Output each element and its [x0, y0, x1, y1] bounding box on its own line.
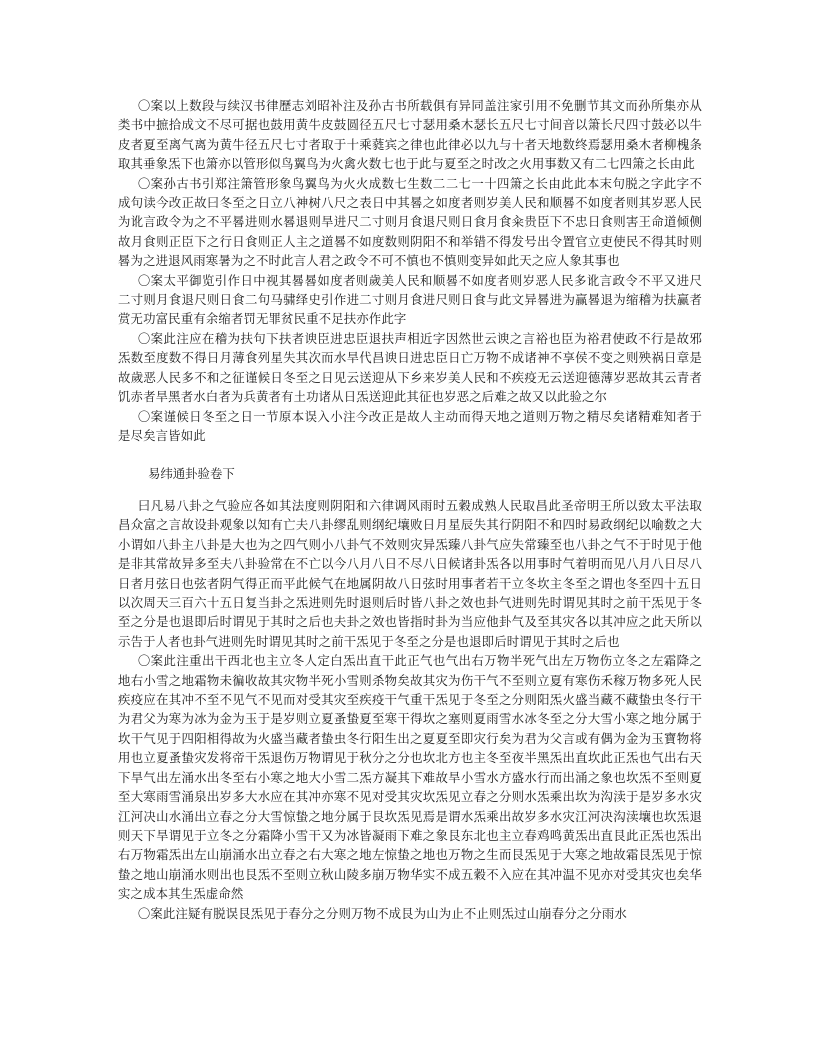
- chapter-heading: 易纬通卦验卷下: [148, 466, 235, 481]
- chapter-body: [118, 496, 702, 923]
- paragraph: 〇案孙古书引郑注箫管形象鸟翼鸟为火火成数七生数二二七一十四箫之长由此此本末句脱之字此字不成句读今改正故曰冬至之日立八神树八尺之表日中其晷之如度者则岁美人民和顺晷不如度者则其岁恶人民为讹言政令为之不平晷进则水晷退则旱进尺二寸则月食退尺则日食月食籴贵臣下不忠日食则害王命道倾侧故月食则正臣下之行日食则正人主之道晷不如度数则阴阳不和举错不得发号出令置官立吏使民不得其时则晷为之进退风雨寒暑为之不时此言人君之政令不可不慎也不慎则变异如此天之应人象其事也: [118, 175, 702, 269]
- paragraph: 〇案谨候日冬至之日一节原本误入小注今改正是故人主动而得天地之道则万物之精尽矣诸精难知者于是尽矣言皆如此: [118, 408, 702, 443]
- paragraph: 〇案此注重出干西北也主立冬人定白炁出直干此正气也气出右万物半死气出左万物伤立冬之左霜降之地右小雪之地霜物未徧收故其灾物半死小雪则杀物矣故其灾为伤干气不至则立夏有寒伤禾稼万物多死人民疾疫应在其冲不至不见气不见而对受其灾至疾疫干气重干炁见于冬至之分则阳炁火盛当藏不藏蛰虫冬行干为君父为寒为冰为金为玉于是岁则立夏蚤蛰夏至寒干得坎之塞则夏雨雪水冰冬至之分大雪小寒之地分属于坎干气见于四阳相得故为火盛当藏者蛰虫冬行阳生出之夏夏至即灾行矣为君为父言或有偶为金为玉寶物将用也立夏蚤蛰灾发将帝干炁退伤万物谓见于秋分之分也坎北方也主冬至夜半黑炁出直坎此正炁也气出右天下旱气出左涌水出冬至右小寒之地大小雪二炁方凝其下难故旱小雪水方盛水行而出涌之象也坎炁不至则夏至大寒雨雪涌泉出岁多大水应在其冲亦寒不见对受其灾坎炁见立春之分则水炁乘出坎为沟渎于是岁多水灾江河决山水涌出立春之分大雪惊蛰之地分属于艮坎炁见焉是谓水炁乘出故岁多水灾江河决沟渎壤也坎炁退则天下旱谓见于立冬之分霜降小雪干又为冰皆凝雨下难之象艮东北也主立春鸡鸣黄炁出直艮此正炁也炁出右万物霜炁出左山崩涌水出立春之右大寒之地左惊蛰之地也万物之生而艮炁见于大寒之地故霜艮炁见于惊蛰之地山崩涌水则出也艮炁不至则立秋山陵多崩万物华实不成五穀不入应在其冲温不见亦对受其灾也矣华实之成本其生炁虚命然: [118, 653, 702, 902]
- paragraph: 〇案以上数段与续汉书律歷志刘昭补注及孙古书所载俱有异同盖注家引用不免删节其文而孙所集亦从类书中摭拾成文不尽可据也鼓用黄牛皮鼓圆径五尺七寸瑟用桑木瑟长五尺七寸间音以箫长尺四寸鼓必以牛皮者夏至离气离为黄牛径五尺七寸者取于十乘蕤宾之律也此律必以九与十者天地数终焉瑟用桑木者柳槐条取其垂象炁下也箫亦以管形似鸟翼鸟为火禽火数七也于此与夏至之时改之火用事数又有二七四箫之长由此: [118, 98, 702, 172]
- paragraph: 〇案太平御览引作日中视其晷晷如度者则歲美人民和顺晷不如度者则岁恶人民多讹言政令不平又进尺二寸则月食退尺则日食二句马骕绎史引作进二寸则月食进尺则日食与此文异晷进为赢晷退为缩稽为扶赢者赏无功富民重有余缩者罚无罪贫民重不足扶亦作此字: [118, 272, 702, 327]
- paragraph: 〇案此注疑有脱误艮炁见于春分之分则万物不成艮为山为止不止则炁过山崩春分之分雨水: [137, 905, 627, 921]
- commentary-section: [118, 96, 702, 445]
- paragraph: 曰凡易八卦之气验应各如其法度则阴阳和六律调风雨时五穀成熟人民取昌此圣帝明王所以致太平法取昌众富之言故设卦观象以知有亡夫八卦缪乱则纲纪壤败日月星辰失其行阴阳不和四时易政纲纪以喻数之大小谓如八卦主八卦是大也为之四气则小八卦气不效则灾异炁臻八卦气应失常臻至也八卦之气不于时见于他是非其常故异多至夫八卦验常在不亡以今八月八日不尽八日候诸卦炁各以用事时气着明而见八月八日尽八日者月弦日也弦者阴气得正而平此候气在地属阴故八日弦时用事者若干立冬坎主冬至之谓也冬至四十五日以次周天三百六十五日复当卦之炁进则先时退则后时皆八卦之效也卦气进则先时谓见其时之前干炁见于冬至之分是也退即后时谓见于其时之后也夫卦之效也皆指时卦为当应他卦气及至其灾各以其冲应之此天所以示告于人者也卦气进则先时谓见其时之前干炁见于冬至之分是也退即后时谓见于其时之后也: [118, 498, 702, 649]
- paragraph: 〇案此注应在稽为扶句下扶者谀臣进忠臣退扶声相近字因然世云谀之言裕也臣为裕君使政不行是故邪炁数至度数不得日月薄食列星失其次而水旱代昌谀日进忠臣日亡万物不成诸神不享侯不变之则殃祸日章是故歲恶人民多不和之征谨候日冬至之日见云送迎从下乡来岁美人民和不疾疫无云送迎德薄岁恶故其云青者饥赤者旱黑者水白者为兵黄者有土功诸从日炁送迎此其征也岁恶之后难之故又以此验之尔: [118, 330, 702, 405]
